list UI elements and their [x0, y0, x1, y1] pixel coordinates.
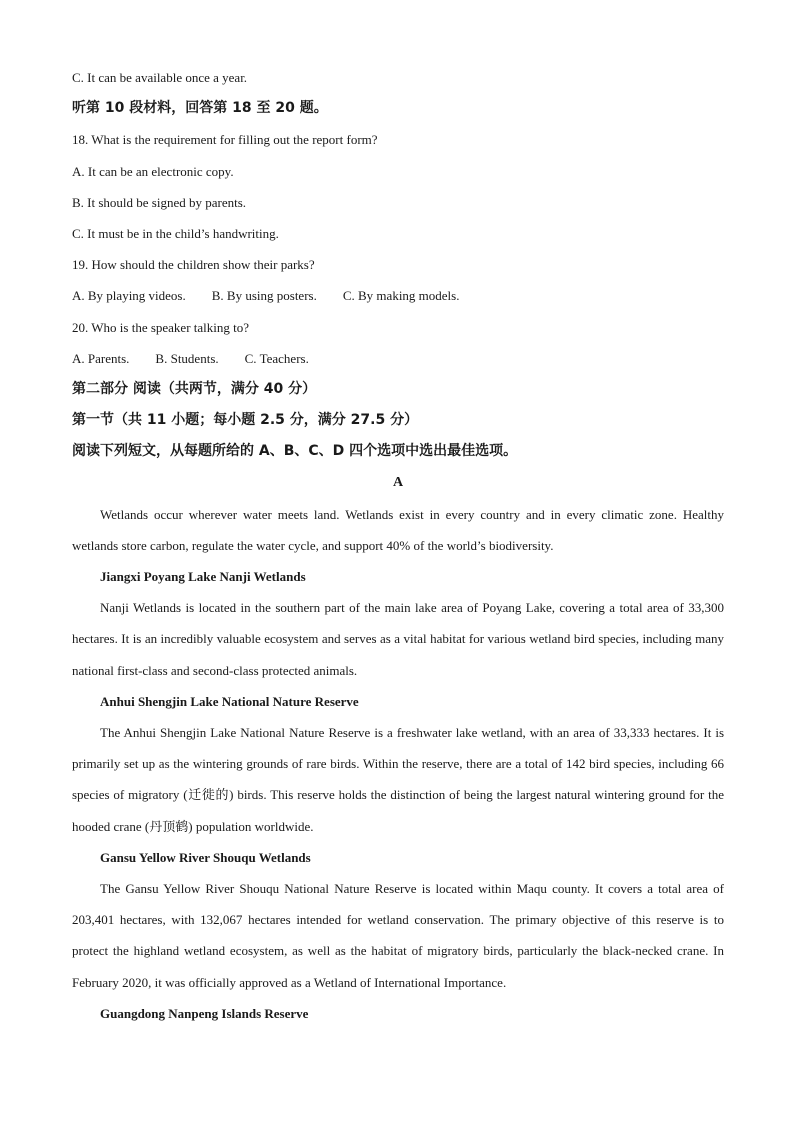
q20-option-c: C. Teachers.	[244, 350, 309, 366]
q18-option-a: A. It can be an electronic copy.	[72, 163, 234, 179]
q19-option-c: C. By making models.	[342, 288, 460, 304]
section-heading-nanji: Jiangxi Poyang Lake Nanji Wetlands	[100, 569, 306, 585]
section-text-nanji: Nanji Wetlands is located in the southern part of the main lake area of Poyang Lake, covering a total area of 33,300 hectares. It is an incredibly valuable ecosystem and serves as a vital habitat for various wetland bird species, including many national first-class and second-class protected animals.	[72, 600, 724, 678]
q18-option-c: C. It must be in the child’s handwriting.	[72, 225, 279, 241]
section-text-shengjin: The Anhui Shengjin Lake National Nature Reserve is a freshwater lake wetland, with an area of 33,333 hectares. It is primarily set up as the wintering grounds of rare birds. Within the reserve, there are a total of 142 bird species, including 66 species of migratory (迁徙的) birds. This reserve holds the distinction of being the largest natural wintering ground for the hooded crane (丹顶鹤) population worldwide.	[72, 725, 724, 834]
q20-option-b: B. Students.	[155, 350, 219, 366]
q19-options	[72, 280, 724, 311]
q19-option-a: A. By playing videos.	[72, 288, 186, 304]
passage-label: A	[392, 475, 404, 491]
q20-question: 20. Who is the speaker talking to?	[72, 319, 250, 335]
q17-option-c: C. It can be available once a year.	[72, 70, 248, 85]
section-heading-shengjin: Anhui Shengjin Lake National Nature Reserve	[100, 693, 359, 709]
section1-title: 第一节（共 11 小题；每小题 2.5 分，满分 27.5 分）	[72, 412, 419, 429]
q18-option-b: B. It should be signed by parents.	[72, 194, 247, 210]
q18-question: 18. What is the requirement for filling out the report form?	[72, 132, 378, 148]
section-text-shouqu: The Gansu Yellow River Shouqu National Nature Reserve is located within Maqu county. It covers a total area of 203,401 hectares, with 132,067 hectares intended for wetland conservation. The primary objective of this reserve is to protect the highland wetland ecosystem, as well as the habitat of migratory birds, particularly the black-necked crane. In February 2020, it was officially approved as a Wetland of International Importance.	[72, 881, 724, 990]
q20-option-a: A. Parents.	[72, 350, 130, 366]
q19-question: 19. How should the children show their parks?	[72, 257, 315, 273]
listening-section-10-intro: 听第 10 段材料，回答第 18 至 20 题。	[72, 100, 328, 117]
section-heading-shouqu: Gansu Yellow River Shouqu Wetlands	[100, 849, 311, 865]
section-heading-nanpeng: Guangdong Nanpeng Islands Reserve	[100, 1005, 309, 1021]
q20-options	[72, 343, 724, 374]
reading-instructions: 阅读下列短文，从每题所给的 A、B、C、D 四个选项中选出最佳选项。	[72, 443, 518, 460]
intro-paragraph: Wetlands occur wherever water meets land. Wetlands exist in every country and in every climatic zone. Healthy wetlands store carbon, regulate the water cycle, and support 40% of the world’s biodiversity.	[72, 506, 724, 553]
document-page	[72, 62, 724, 1029]
q19-option-b: B. By using posters.	[211, 288, 317, 304]
part2-title: 第二部分 阅读（共两节，满分 40 分）	[72, 380, 317, 397]
